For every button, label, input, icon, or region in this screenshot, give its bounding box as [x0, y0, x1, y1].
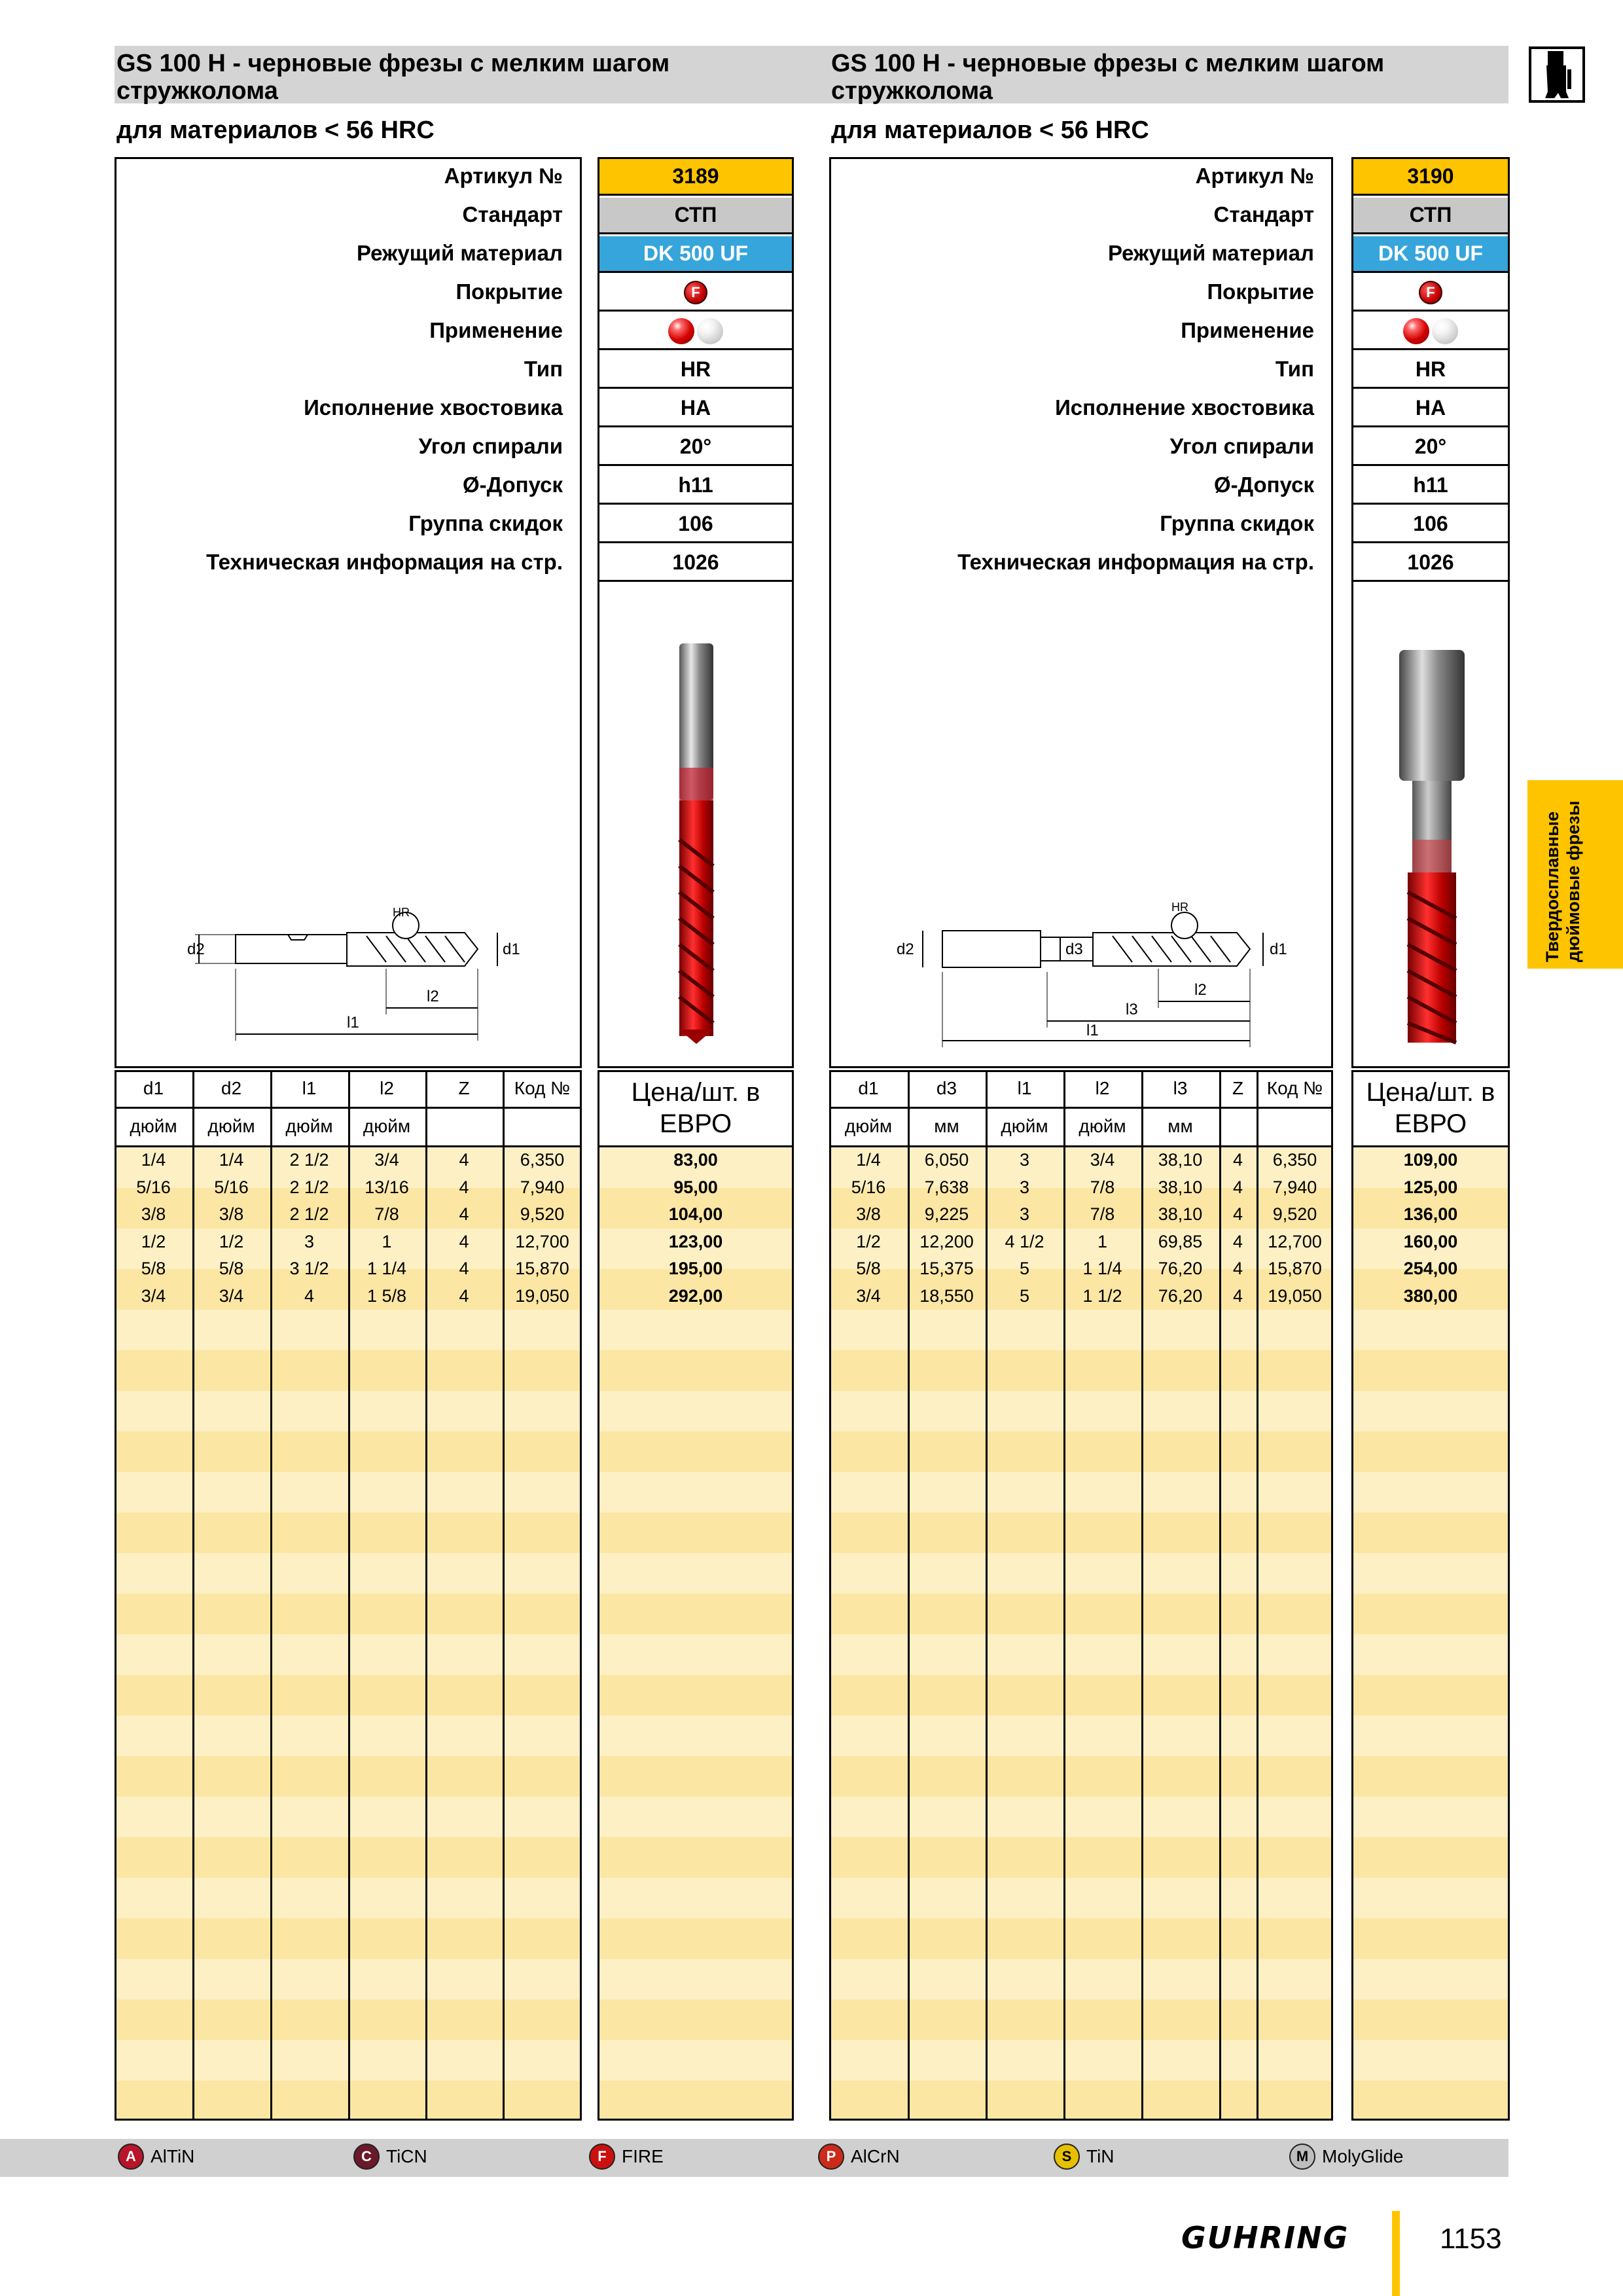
table-cell: 2 1/2: [289, 1177, 329, 1197]
column-unit: дюйм: [363, 1116, 411, 1136]
application-value: [599, 314, 792, 350]
spec-label: Техническая информация на стр.: [206, 550, 563, 574]
table-cell: 76,20: [1158, 1285, 1203, 1306]
shank-value: HA: [599, 391, 792, 427]
legend-label: AlTiN: [151, 2146, 195, 2166]
table-cell: 5/8: [219, 1259, 244, 1278]
column-unit: [1219, 1107, 1257, 1146]
column-header: d2: [221, 1078, 242, 1098]
table-cell: 3/4: [141, 1285, 166, 1306]
coating-molyglide-icon: M: [1289, 2144, 1315, 2170]
column-header: d3: [936, 1078, 957, 1098]
table-cell: 3/8: [856, 1204, 881, 1224]
type-value: HR: [1353, 352, 1508, 389]
column-unit: дюйм: [130, 1116, 177, 1136]
table-cell: 5/8: [141, 1259, 166, 1278]
table-cell: 4: [304, 1285, 315, 1306]
price-column-border: [1351, 1070, 1510, 2121]
column-divider: [270, 1070, 272, 2121]
application-value: [1353, 314, 1508, 350]
spec-label: Стандарт: [1213, 202, 1314, 226]
category-side-tab-label: Твердосплавные дюймовые фрезы: [1543, 800, 1583, 962]
column-unit: дюйм: [844, 1116, 893, 1136]
table-cell: 19,050: [1268, 1285, 1322, 1306]
price-cell: 109,00: [1403, 1150, 1458, 1170]
table-cell: 4: [1232, 1285, 1243, 1306]
table-cell: 1 5/8: [366, 1285, 407, 1306]
discount-group-value: 106: [1353, 507, 1508, 543]
spec-label: Покрытие: [455, 279, 563, 304]
coating-value: [599, 275, 792, 312]
spec-label: Угол спирали: [418, 434, 563, 458]
article-number: 3189: [599, 159, 792, 196]
cutting-material-value: DK 500 UF: [1353, 236, 1508, 273]
legend-item-tin: [1054, 2144, 1115, 2170]
price-cell: 160,00: [1403, 1231, 1458, 1251]
table-cell: 7,940: [1272, 1177, 1317, 1197]
coating-alcrn-icon: P: [818, 2144, 844, 2170]
table-cell: 9,520: [520, 1204, 565, 1224]
table-cell: 38,10: [1158, 1177, 1203, 1197]
column-header: Код №: [514, 1078, 571, 1098]
column-divider: [503, 1070, 505, 2121]
coating-altin-icon: A: [118, 2144, 144, 2170]
table-cell: 3/8: [141, 1204, 166, 1224]
table-cell: 13/16: [365, 1177, 409, 1197]
table-cell: 5/16: [214, 1177, 249, 1197]
table-cell: 4: [1232, 1177, 1243, 1197]
table-cell: 38,10: [1158, 1204, 1203, 1224]
drawing-label-l1: l1: [1086, 1022, 1099, 1039]
table-cell: 2 1/2: [289, 1204, 329, 1224]
tech-page-value: 1026: [1353, 545, 1508, 582]
spec-label: Покрытие: [1207, 279, 1314, 304]
table-cell: 3/4: [219, 1285, 244, 1306]
legend-item-altin: [118, 2144, 194, 2170]
table-cell: 7/8: [1090, 1177, 1115, 1197]
helix-value: 20°: [1353, 429, 1508, 466]
application-white-ball-icon: [697, 318, 723, 344]
spec-label: Исполнение хвостовика: [1055, 395, 1314, 420]
drawing-label-d2: d2: [897, 941, 914, 958]
tech-page-value: 1026: [599, 545, 792, 582]
column-header: Z: [458, 1078, 470, 1098]
standard-value: СТП: [599, 198, 792, 234]
spec-label: Применение: [1181, 318, 1314, 342]
end-mill-image: [658, 643, 737, 1049]
column-unit: дюйм: [1001, 1116, 1048, 1136]
table-cell: 4: [459, 1204, 469, 1224]
legend-label: MolyGlide: [1322, 2146, 1404, 2166]
column-divider: [986, 1070, 988, 2121]
table-cell: 7,940: [520, 1177, 565, 1197]
legend-label: TiN: [1086, 2146, 1115, 2166]
price-cell: 123,00: [668, 1231, 723, 1251]
spec-label: Группа скидок: [408, 511, 563, 535]
table-cell: 15,870: [515, 1259, 569, 1278]
discount-group-value: 106: [599, 507, 792, 543]
price-cell: 104,00: [668, 1204, 723, 1224]
legend-item-molyglide: [1289, 2144, 1403, 2170]
spec-label: Техническая информация на стр.: [957, 550, 1314, 574]
column-header: Код №: [1266, 1078, 1323, 1098]
column-unit: мм: [1168, 1116, 1193, 1136]
drawing-label-d1: d1: [503, 941, 520, 958]
spec-label: Тип: [1275, 357, 1314, 381]
column-divider: [1063, 1070, 1065, 2121]
price-cell: 83,00: [673, 1150, 718, 1170]
column-header: l3: [1173, 1078, 1188, 1098]
table-cell: 19,050: [515, 1285, 569, 1306]
technical-drawing-right: [883, 884, 1309, 1060]
table-cell: 4: [1232, 1259, 1243, 1278]
product-logo-icon: [1528, 46, 1586, 103]
column-header: l2: [380, 1078, 394, 1098]
table-cell: 1: [382, 1231, 392, 1251]
end-mill-image: [1389, 650, 1474, 1056]
column-divider: [1219, 1070, 1221, 2121]
legend-label: TiCN: [386, 2146, 427, 2166]
table-cell: 1/4: [219, 1150, 244, 1170]
brand-logo: GUHRING: [1181, 2220, 1349, 2255]
spec-label: Артикул №: [1195, 164, 1314, 188]
spec-label: Артикул №: [444, 164, 563, 188]
price-header: Цена/шт. в ЕВРО: [1366, 1078, 1495, 1138]
table-cell: 4: [1232, 1204, 1243, 1224]
table-cell: 1/4: [856, 1150, 881, 1170]
drawing-label-l2: l2: [1194, 981, 1207, 999]
tolerance-value: h11: [1353, 468, 1508, 505]
column-header: l2: [1095, 1078, 1110, 1098]
page-number: 1153: [1440, 2223, 1502, 2255]
spec-label: Режущий материал: [1107, 241, 1314, 265]
table-cell: 5/16: [851, 1177, 886, 1197]
table-cell: 12,700: [515, 1231, 569, 1251]
header-divider: [597, 1145, 794, 1147]
column-unit: мм: [934, 1116, 959, 1136]
table-cell: 1: [1097, 1231, 1108, 1251]
table-cell: 4: [1232, 1231, 1243, 1251]
application-red-ball-icon: [668, 318, 694, 344]
table-cell: 4: [459, 1259, 469, 1278]
price-cell: 95,00: [673, 1177, 718, 1197]
table-cell: 3: [1019, 1150, 1030, 1170]
column-unit: [425, 1107, 503, 1146]
application-white-ball-icon: [1432, 318, 1458, 344]
table-cell: 9,520: [1272, 1204, 1317, 1224]
tolerance-value: h11: [599, 468, 792, 505]
spec-label: Стандарт: [462, 202, 563, 226]
table-cell: 4: [459, 1285, 469, 1306]
table-cell: 1/4: [141, 1150, 166, 1170]
table-cell: 3: [1019, 1177, 1030, 1197]
cutting-material-value: DK 500 UF: [599, 236, 792, 273]
column-header: d1: [143, 1078, 164, 1098]
table-cell: 1 1/4: [1082, 1259, 1122, 1278]
drawing-label-d3: d3: [1065, 941, 1083, 958]
column-header: l1: [302, 1078, 317, 1098]
price-cell: 254,00: [1403, 1259, 1458, 1278]
table-cell: 3 1/2: [289, 1259, 329, 1278]
table-cell: 7,638: [924, 1177, 969, 1197]
table-cell: 2 1/2: [289, 1150, 329, 1170]
page-title-left: GS 100 H - черновые фрезы с мелким шагом стружколома: [116, 50, 670, 105]
table-cell: 4 1/2: [1005, 1231, 1044, 1251]
table-cell: 6,350: [520, 1150, 565, 1170]
table-cell: 38,10: [1158, 1150, 1203, 1170]
header-divider: [1351, 1145, 1510, 1147]
table-cell: 12,200: [919, 1231, 974, 1251]
table-cell: 4: [459, 1150, 469, 1170]
price-cell: 195,00: [668, 1259, 723, 1278]
table-cell: 1/2: [141, 1231, 166, 1251]
table-cell: 4: [459, 1231, 469, 1251]
drawing-label-l1: l1: [347, 1014, 359, 1031]
column-divider: [348, 1070, 350, 2121]
table-cell: 18,550: [919, 1285, 974, 1306]
application-red-ball-icon: [1403, 318, 1429, 344]
spec-label: Тип: [524, 357, 563, 381]
table-cell: 12,700: [1268, 1231, 1322, 1251]
spec-label: Применение: [429, 318, 563, 342]
page-title-right: GS 100 H - черновые фрезы с мелким шагом стружколома: [831, 50, 1385, 105]
price-cell: 292,00: [668, 1285, 723, 1306]
legend-label: FIRE: [622, 2146, 664, 2166]
spec-label: Ø-Допуск: [462, 473, 563, 497]
table-cell: 5/8: [856, 1259, 881, 1278]
drawing-label-l2: l2: [427, 988, 439, 1005]
article-number: 3190: [1353, 159, 1508, 196]
table-cell: 3/8: [219, 1204, 244, 1224]
drawing-label-d1: d1: [1270, 941, 1287, 958]
table-cell: 3/4: [856, 1285, 881, 1306]
drawing-label-hr: HR: [1171, 901, 1188, 914]
coating-value: [1353, 275, 1508, 312]
legend-item-alcrn: [818, 2144, 900, 2170]
price-cell: 136,00: [1403, 1204, 1458, 1224]
drawing-label-hr: HR: [393, 906, 410, 919]
table-cell: 5: [1019, 1259, 1030, 1278]
coating-tin-icon: S: [1054, 2144, 1080, 2170]
table-cell: 3: [1019, 1204, 1030, 1224]
type-value: HR: [599, 352, 792, 389]
table-cell: 1/2: [856, 1231, 881, 1251]
subtitle-left: для материалов < 56 HRC: [116, 117, 435, 144]
coating-legend-bar: [0, 2139, 1508, 2177]
table-cell: 9,225: [924, 1204, 969, 1224]
price-cell: 125,00: [1403, 1177, 1458, 1197]
column-divider: [192, 1070, 194, 2121]
table-cell: 4: [459, 1177, 469, 1197]
column-unit: дюйм: [285, 1116, 333, 1136]
table-cell: 7/8: [374, 1204, 399, 1224]
legend-label: AlCrN: [851, 2146, 900, 2166]
table-cell: 15,375: [919, 1259, 974, 1278]
column-divider: [908, 1070, 910, 2121]
drawing-label-l3: l3: [1126, 1001, 1138, 1018]
table-cell: 3: [304, 1231, 315, 1251]
table-cell: 3/4: [374, 1150, 399, 1170]
table-cell: 15,870: [1268, 1259, 1322, 1278]
drawing-label-d2: d2: [187, 941, 205, 958]
coating-fire-icon: F: [589, 2144, 615, 2170]
table-cell: 1 1/2: [1082, 1285, 1122, 1306]
column-divider: [1257, 1070, 1258, 2121]
table-cell: 4: [1232, 1150, 1243, 1170]
value-panel-left: [597, 157, 794, 1068]
price-cell: 380,00: [1403, 1285, 1458, 1306]
table-cell: 69,85: [1158, 1231, 1203, 1251]
helix-value: 20°: [599, 429, 792, 466]
legend-item-fire: [589, 2144, 664, 2170]
spec-label: Ø-Допуск: [1213, 473, 1314, 497]
table-cell: 6,350: [1272, 1150, 1317, 1170]
footer-divider: [1392, 2211, 1400, 2296]
column-header: d1: [858, 1078, 879, 1098]
column-header: l1: [1017, 1078, 1032, 1098]
column-header: Z: [1232, 1078, 1244, 1098]
standard-value: СТП: [1353, 198, 1508, 234]
price-column-border: [597, 1070, 794, 2121]
shank-value: HA: [1353, 391, 1508, 427]
coating-ticn-icon: C: [353, 2144, 380, 2170]
column-unit: дюйм: [1079, 1116, 1126, 1136]
table-cell: 5: [1019, 1285, 1030, 1306]
column-divider: [425, 1070, 427, 2121]
technical-drawing-left: [187, 897, 556, 1060]
subtitle-right: для материалов < 56 HRC: [831, 117, 1149, 144]
table-cell: 5/16: [136, 1177, 171, 1197]
price-header: Цена/шт. в ЕВРО: [631, 1078, 760, 1138]
table-cell: 1/2: [219, 1231, 244, 1251]
spec-label: Угол спирали: [1169, 434, 1314, 458]
spec-label: Исполнение хвостовика: [304, 395, 563, 420]
fire-coating-icon: F: [1419, 281, 1442, 304]
fire-coating-icon: F: [684, 281, 707, 304]
column-unit: дюйм: [207, 1116, 255, 1136]
table-cell: 3/4: [1090, 1150, 1115, 1170]
table-cell: 6,050: [924, 1150, 969, 1170]
legend-item-ticn: [353, 2144, 427, 2170]
spec-label: Группа скидок: [1160, 511, 1314, 535]
table-cell: 7/8: [1090, 1204, 1115, 1224]
table-cell: 76,20: [1158, 1259, 1203, 1278]
value-panel-right: [1351, 157, 1510, 1068]
column-unit: [1257, 1107, 1333, 1146]
table-cell: 1 1/4: [366, 1259, 407, 1278]
spec-label: Режущий материал: [356, 241, 563, 265]
column-divider: [1141, 1070, 1143, 2121]
column-unit: [503, 1107, 582, 1146]
